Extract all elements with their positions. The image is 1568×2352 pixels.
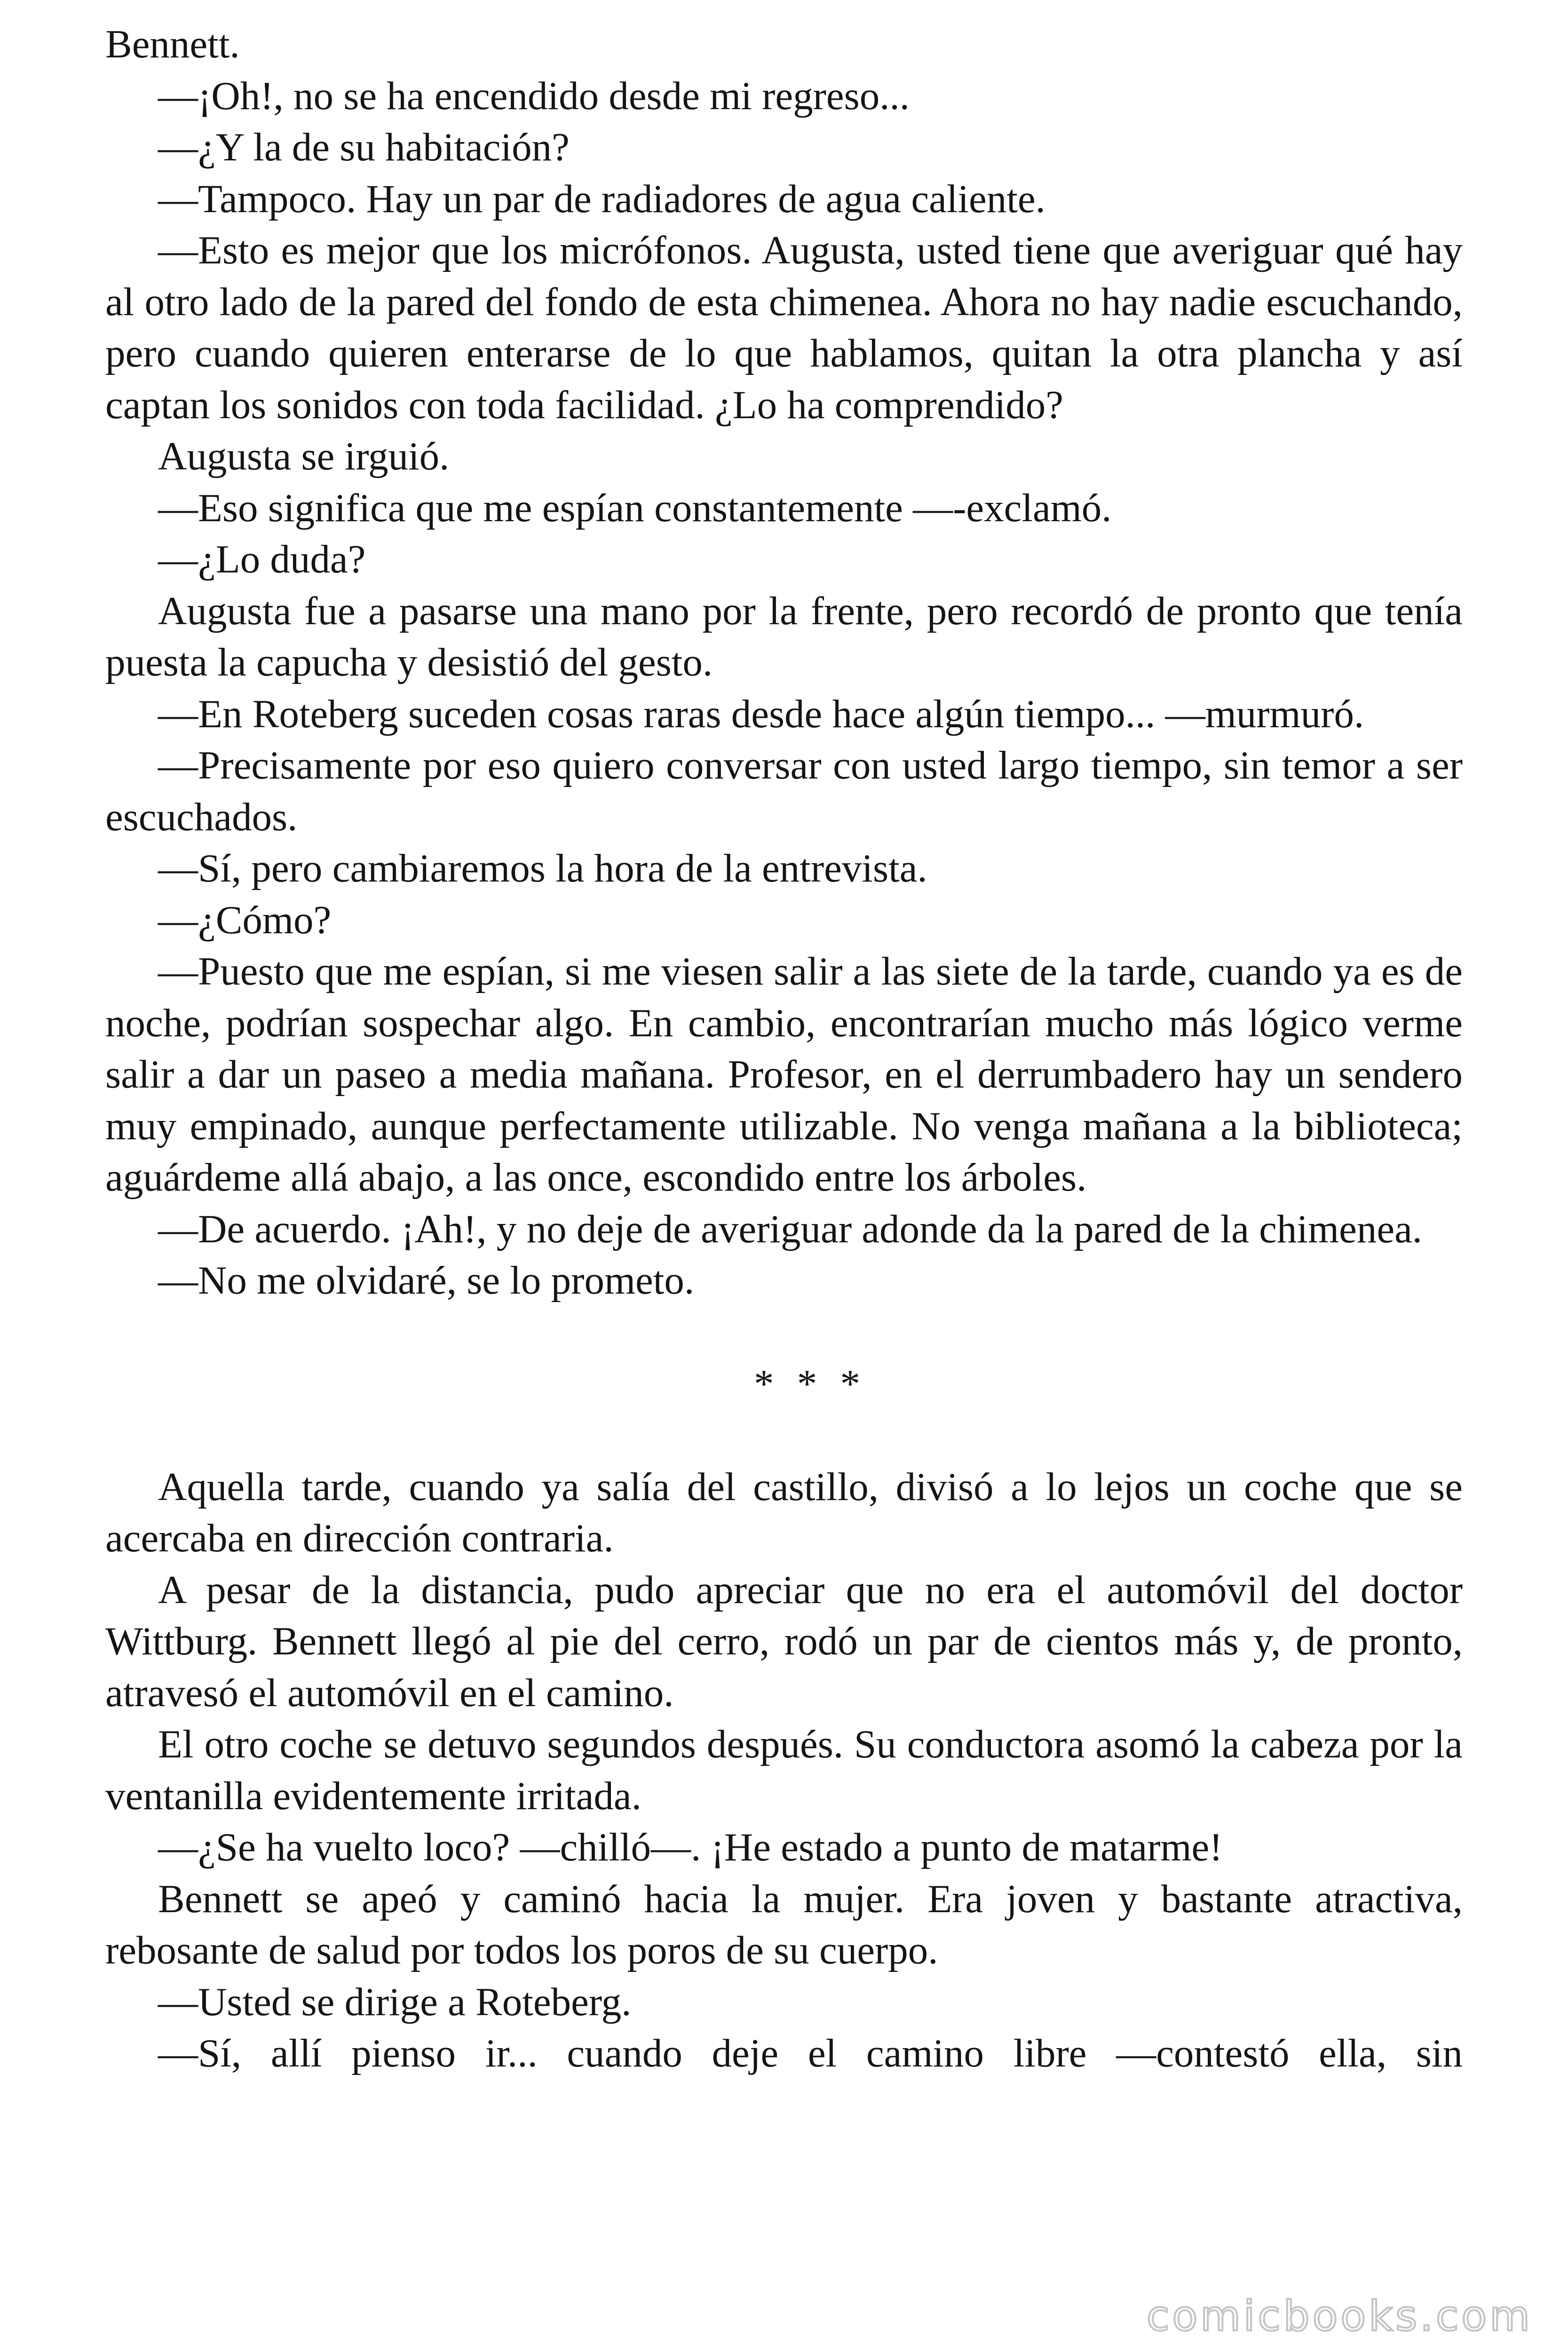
- paragraph: —No me olvidaré, se lo prometo.: [158, 1258, 695, 1303]
- watermark-logo: comicbooks.com: [1146, 2292, 1533, 2340]
- scene-break: * * *: [754, 1361, 867, 1406]
- paragraph: Aquella tarde, cuando ya salía del castillo, divisó a lo lejos un coche que se acercaba en dirección contraria.: [105, 1464, 1463, 1560]
- paragraph: —¿Y la de su habitación?: [158, 125, 570, 169]
- paragraph: —Sí, pero cambiaremos la hora de la entrevista.: [158, 846, 927, 890]
- paragraph: El otro coche se detuvo segundos después. Su conductora asomó la cabeza por la ventanilla evidentemente irritada.: [105, 1722, 1463, 1818]
- paragraph: —¿Lo duda?: [158, 537, 366, 581]
- paragraph: —Precisamente por eso quiero conversar con usted largo tiempo, sin temor a ser escuchados.: [105, 743, 1463, 839]
- paragraph: —¿Se ha vuelto loco? —chilló—. ¡He estado a punto de matarme!: [158, 1825, 1223, 1869]
- paragraph: —Usted se dirige a Roteberg.: [158, 1979, 632, 2024]
- paragraph: Augusta fue a pasarse una mano por la frente, pero recordó de pronto que tenía puesta la capucha y desistió del gesto.: [105, 588, 1463, 684]
- paragraph: —En Roteberg suceden cosas raras desde hace algún tiempo... —murmuró.: [158, 691, 1364, 736]
- paragraph: —Eso significa que me espían constantemente —-exclamó.: [158, 485, 1112, 530]
- paragraph: —¿Cómo?: [158, 898, 332, 942]
- paragraph: A pesar de la distancia, pudo apreciar que no era el automóvil del doctor Wittburg. Bennett llegó al pie del cerro, rodó un par de cientos más y, de pronto, atravesó el automóvil en el camino.: [105, 1567, 1463, 1715]
- paragraph: —Esto es mejor que los micrófonos. Augusta, usted tiene que averiguar qué hay al otro lado de la pared del fondo de esta chimenea. Ahora no hay nadie escuchando, pero cuando quieren enterarse de lo que hablamos, quitan la otra plancha y así captan los sonidos con toda facilidad. ¿Lo ha comprendido?: [105, 228, 1463, 427]
- book-page: [105, 19, 1463, 2080]
- paragraph: —¡Oh!, no se ha encendido desde mi regreso...: [158, 73, 910, 118]
- paragraph: Augusta se irguió.: [158, 434, 450, 478]
- paragraph: —Sí, allí pienso ir... cuando deje el camino libre —contestó ella, sin: [158, 2031, 1463, 2075]
- paragraph: —De acuerdo. ¡Ah!, y no deje de averiguar adonde da la pared de la chimenea.: [158, 1207, 1423, 1251]
- paragraph: Bennett se apeó y caminó hacia la mujer. Era joven y bastante atractiva, rebosante de salud por todos los poros de su cuerpo.: [105, 1876, 1463, 1972]
- paragraph: Bennett.: [105, 22, 240, 66]
- paragraph: —Tampoco. Hay un par de radiadores de agua caliente.: [158, 176, 1045, 221]
- paragraph: —Puesto que me espían, si me viesen salir a las siete de la tarde, cuando ya es de noche, podrían sospechar algo. En cambio, encontrarían mucho más lógico verme salir a dar un paseo a media mañana. Profesor, en el derrumbadero hay un sendero muy empinado, aunque perfectamente utilizable. No venga mañana a la biblioteca; aguárdeme allá abajo, a las once, escondido entre los árboles.: [105, 949, 1463, 1200]
